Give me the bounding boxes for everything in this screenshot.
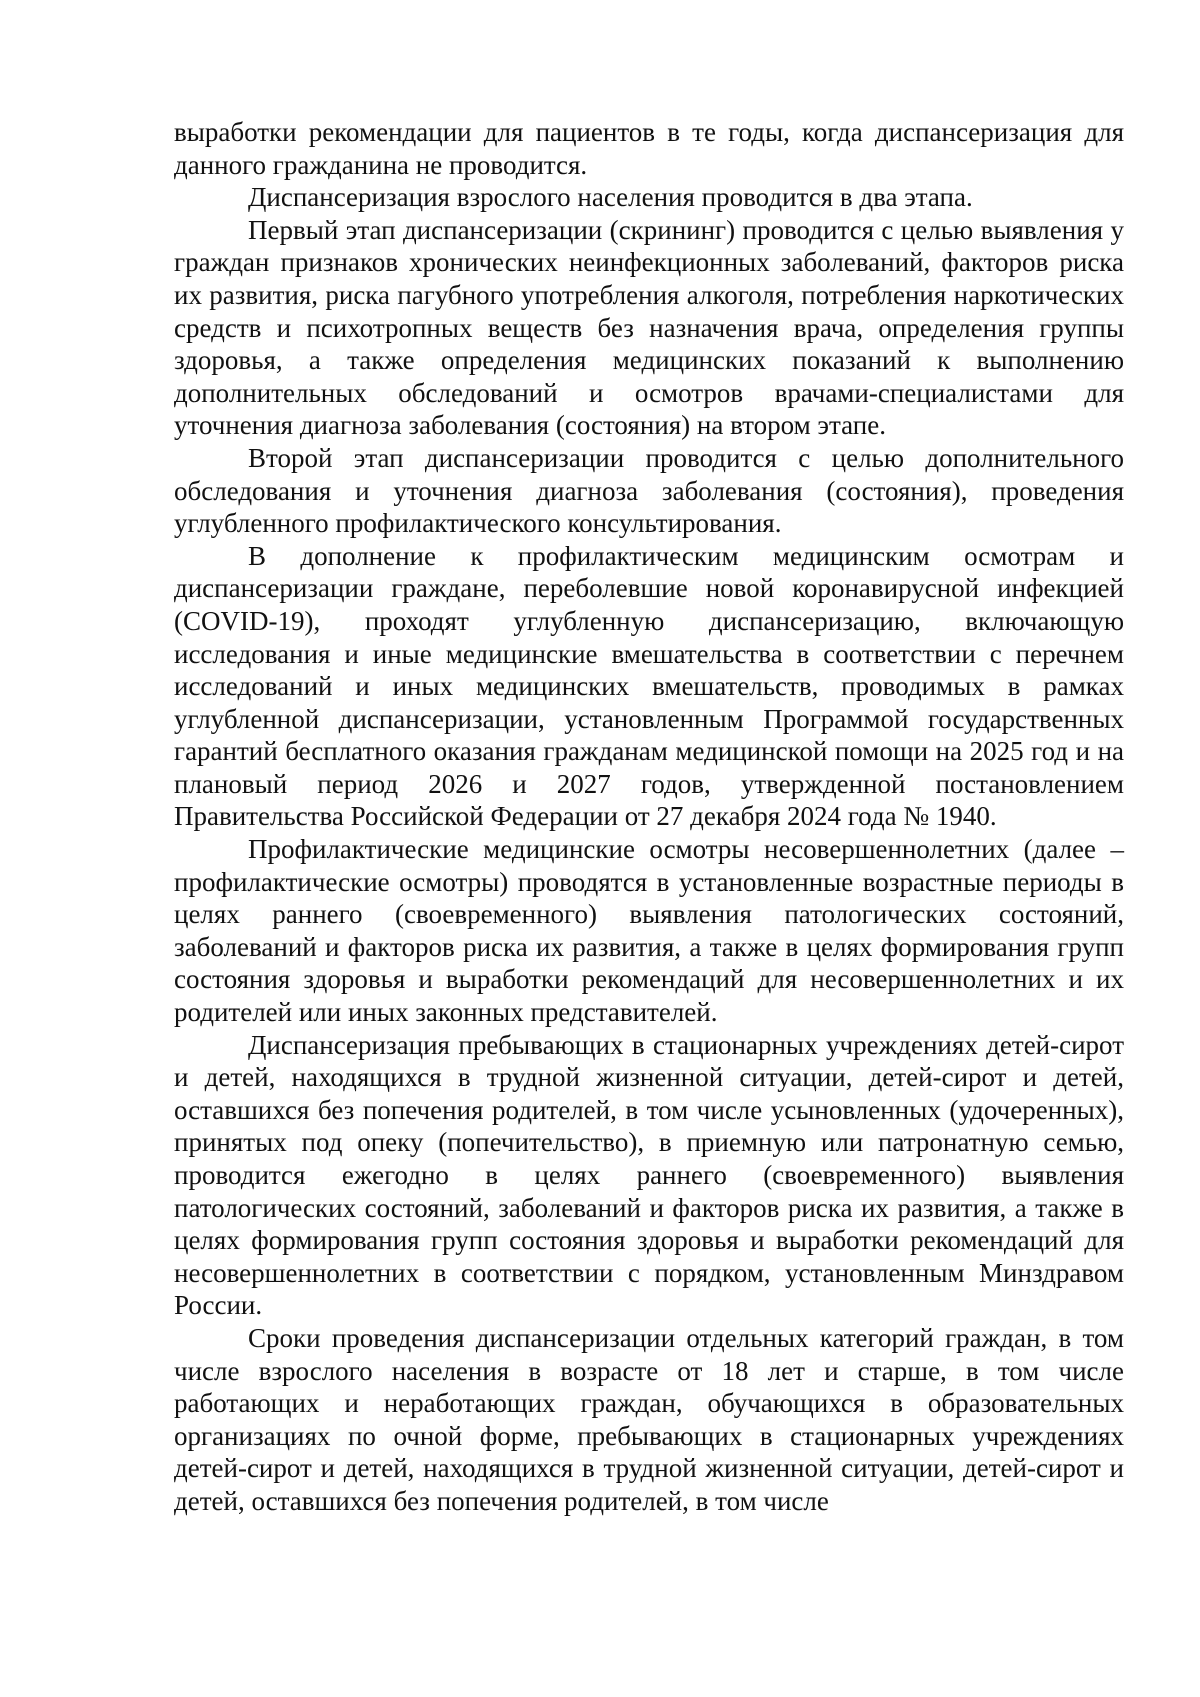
paragraph-covid-dispensary: В дополнение к профилактическим медицинским осмотрам и диспансеризации граждане, переболевшие новой коронавирусной инфекцией (COVID-19), проходят углубленную диспансеризацию, включающую исследования и иные медицинские вмешательства в соответствии с перечнем исследований и иных медицинских вмешательств, проводимых в рамках углубленной диспансеризации, установленным Программой государственных гарантий бесплатного оказания гражданам медицинской помощи на 2025 год и на плановый период 2026 и 2027 годов, утвержденной постановлением Правительства Российской Федерации от 27 декабря 2024 года № 1940. bbox=[174, 540, 1124, 832]
paragraph-second-stage: Второй этап диспансеризации проводится с целью дополнительного обследования и уточнения диагноза заболевания (состояния), проведения углубленного профилактического консультирования. bbox=[174, 442, 1124, 539]
document-body bbox=[174, 116, 1124, 1518]
paragraph-two-stages: Диспансеризация взрослого населения проводится в два этапа. bbox=[248, 182, 973, 213]
paragraph-first-stage: Первый этап диспансеризации (скрининг) проводится с целью выявления у граждан признаков хронических неинфекционных заболеваний, факторов риска их развития, риска пагубного употребления алкоголя, потребления наркотических средств и психотропных веществ без назначения врача, определения группы здоровья, а также определения медицинских показаний к выполнению дополнительных обследований и осмотров врачами-специалистами для уточнения диагноза заболевания (состояния) на втором этапе. bbox=[174, 214, 1124, 441]
paragraph-continuation: выработки рекомендации для пациентов в те годы, когда диспансеризация для данного гражданина не проводится. bbox=[174, 117, 1124, 180]
paragraph-schedule: Сроки проведения диспансеризации отдельных категорий граждан, в том числе взрослого населения в возрасте от 18 лет и старше, в том числе работающих и неработающих граждан, обучающихся в образовательных организациях по очной форме, пребывающих в стационарных учреждениях детей-сирот и детей, находящихся в трудной жизненной ситуации, детей-сирот и детей, оставшихся без попечения родителей, в том числе bbox=[174, 1322, 1124, 1516]
paragraph-orphans-dispensary: Диспансеризация пребывающих в стационарных учреждениях детей-сирот и детей, находящихся в трудной жизненной ситуации, детей-сирот и детей, оставшихся без попечения родителей, в том числе усыновленных (удочеренных), принятых под опеку (попечительство), в приемную или патронатную семью, проводится ежегодно в целях раннего (своевременного) выявления патологических состояний, заболеваний и факторов риска их развития, а также в целях формирования групп состояния здоровья и выработки рекомендаций для несовершеннолетних в соответствии с порядком, установленным Минздравом России. bbox=[174, 1029, 1124, 1321]
paragraph-minor-checkups: Профилактические медицинские осмотры несовершеннолетних (далее – профилактические осмотры) проводятся в установленные возрастные периоды в целях раннего (своевременного) выявления патологических состояний, заболеваний и факторов риска их развития, а также в целях формирования групп состояния здоровья и выработки рекомендаций для несовершеннолетних и их родителей или иных законных представителей. bbox=[174, 834, 1124, 1028]
